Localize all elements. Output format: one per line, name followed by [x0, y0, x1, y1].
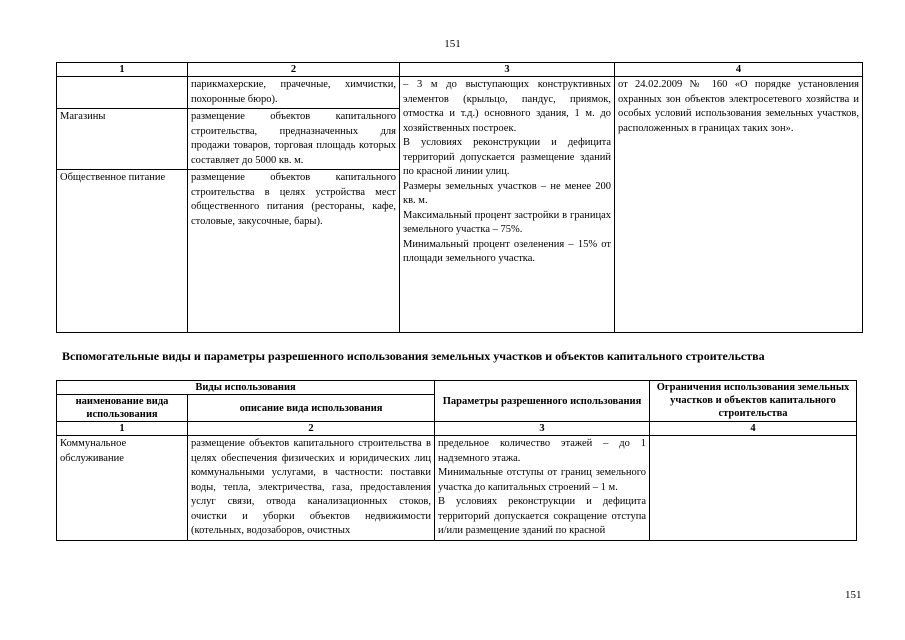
column-number: 1: [57, 422, 188, 436]
section-title: Вспомогательные виды и параметры разрешенного использования земельных участков и объектов капитального строительства: [62, 349, 765, 363]
header-use-description: описание вида использования: [188, 395, 435, 422]
parameter-text: предельное количество этажей – до 1 надземного этажа.: [438, 438, 647, 464]
column-number: 2: [188, 63, 400, 77]
column-number: 3: [400, 63, 615, 77]
use-limits-cell: от 24.02.2009 № 160 «О порядке установления охранных зон объектов электросетевого хозяйства и особых условий использования земельных участков, расположенных в границах таких зон».: [615, 77, 863, 333]
parameter-text: Минимальный процент озеленения – 15% от площади земельного участка.: [403, 238, 611, 264]
header-parameters: Параметры разрешенного использования: [435, 381, 650, 422]
column-number: 3: [435, 422, 650, 436]
column-number: 4: [615, 63, 863, 77]
use-description-cell: размещение объектов капитального строительства в целях устройства мест общественного питания (рестораны, кафе, столовые, закусочные, бары).: [188, 170, 400, 333]
page-number-top: 151: [444, 38, 461, 50]
use-name-cell: Коммунальное обслуживание: [57, 436, 188, 541]
parameter-text: Минимальные отступы от границ земельного участка до капитальных строений – 1 м.: [438, 467, 647, 493]
column-number: 2: [188, 422, 435, 436]
column-number: 1: [57, 63, 188, 77]
header-limits: Ограничения использования земельных участков и объектов капитального строительства: [650, 381, 857, 422]
use-parameters-cell: [400, 77, 615, 333]
use-name-cell: Общественное питание: [57, 170, 188, 333]
header-row: [57, 381, 857, 395]
parameter-text: – 3 м до выступающих конструктивных элементов (крыльцо, пандус, приямок, отмостка и т.д.) основного здания, 1 м. до хозяйственных построек.: [403, 79, 611, 134]
use-description-cell: парикмахерские, прачечные, химчистки, похоронные бюро).: [188, 77, 400, 109]
parameter-text: Максимальный процент застройки в границах земельного участка – 75%.: [403, 209, 611, 235]
header-use-types: Виды использования: [57, 381, 435, 395]
permitted-use-table-continued: [56, 62, 863, 333]
use-name-cell: [57, 77, 188, 109]
use-limits-cell: [650, 436, 857, 541]
use-parameters-cell: [435, 436, 650, 541]
column-number-row: [57, 422, 857, 436]
table-row: [57, 436, 857, 541]
use-description-cell: размещение объектов капитального строительства в целях обеспечения физических и юридических лиц коммунальными услугами, в частности: поставки воды, тепла, электричества, газа, предоставления услуг связи, отвода канализационных стоков, очистки и уборки объектов недвижимости (котельных, водозаборов, очистных: [188, 436, 435, 541]
parameter-text: Размеры земельных участков – не менее 200 кв. м.: [403, 180, 611, 206]
table-row: [57, 77, 863, 109]
page-number-bottom: 151: [845, 589, 862, 601]
parameter-text: В условиях реконструкции и дефицита территорий допускается размещение зданий по красной линии улиц.: [403, 137, 611, 177]
parameter-text: В условиях реконструкции и дефицита территорий допускается сокращение отступа и/или размещение зданий по красной: [438, 496, 647, 536]
column-number: 4: [650, 422, 857, 436]
use-description-cell: размещение объектов капитального строительства, предназначенных для продажи товаров, торговая площадь которых составляет до 5000 кв. м.: [188, 109, 400, 170]
column-number-row: [57, 63, 863, 77]
header-use-name: наименование вида использования: [57, 395, 188, 422]
auxiliary-use-table: [56, 380, 857, 541]
use-name-cell: Магазины: [57, 109, 188, 170]
